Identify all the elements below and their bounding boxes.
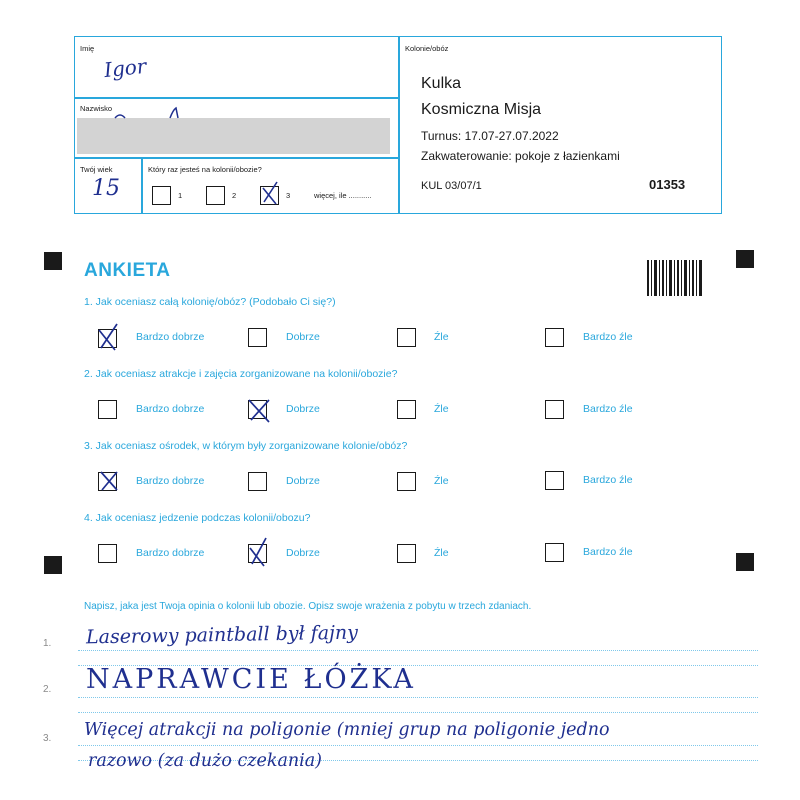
q4-checkbox-zle[interactable] xyxy=(397,544,416,563)
q3-option-bardzo-dobrze: Bardzo dobrze xyxy=(136,475,205,487)
q1-checkbox-dobrze[interactable] xyxy=(248,328,267,347)
line-number-2: 2. xyxy=(43,684,52,695)
answer-line-1 xyxy=(78,650,758,651)
answer-3-line-2[interactable]: razowo (za dużo czekania) xyxy=(88,751,323,771)
camp-code: KUL 03/07/1 xyxy=(421,180,482,192)
first-name-value[interactable]: Igor xyxy=(102,53,148,83)
q3-checkbox-dobrze[interactable] xyxy=(248,472,267,491)
answer-2[interactable]: NAPRAWCIE ŁÓŻKA xyxy=(86,664,416,695)
answer-line-3 xyxy=(78,745,758,746)
answer-3-line-1[interactable]: Więcej atrakcji na poligonie (mniej grup na poligonie jedno xyxy=(84,720,610,740)
q4-check-mark xyxy=(246,536,270,568)
times-checkbox-2[interactable] xyxy=(206,186,225,205)
q2-checkbox-bardzo-dobrze[interactable] xyxy=(98,400,117,419)
q4-option-zle: Źle xyxy=(434,547,449,559)
q2-option-bardzo-dobrze: Bardzo dobrze xyxy=(136,403,205,415)
q4-option-dobrze: Dobrze xyxy=(286,547,320,559)
registration-marker-bottom-right xyxy=(736,553,754,571)
q4-checkbox-bardzo-dobrze[interactable] xyxy=(98,544,117,563)
age-value[interactable]: 15 xyxy=(92,176,120,201)
answer-line-2b xyxy=(78,712,758,713)
line-number-1: 1. xyxy=(43,638,52,649)
survey-title: ANKIETA xyxy=(84,260,171,281)
opinion-prompt: Napisz, jaka jest Twoja opinia o kolonii lub obozie. Opisz swoje wrażenia z pobytu w trzech zdaniach. xyxy=(84,601,532,612)
age-label: Twój wiek xyxy=(80,165,113,174)
q4-checkbox-bardzo-zle[interactable] xyxy=(545,543,564,562)
q3-checkbox-bardzo-zle[interactable] xyxy=(545,471,564,490)
header-divider-1 xyxy=(74,97,399,99)
turnus: Turnus: 17.07-27.07.2022 xyxy=(421,129,559,143)
last-name-label: Nazwisko xyxy=(80,104,113,113)
q2-check-mark xyxy=(245,394,273,424)
q1-option-bardzo-zle: Bardzo źle xyxy=(583,331,633,343)
last-name-redaction xyxy=(77,118,390,154)
q2-option-dobrze: Dobrze xyxy=(286,403,320,415)
q1-option-bardzo-dobrze: Bardzo dobrze xyxy=(136,331,205,343)
header-divider-2 xyxy=(74,157,399,159)
camp-name: Kulka xyxy=(421,75,462,92)
q2-checkbox-zle[interactable] xyxy=(397,400,416,419)
question-2: 2. Jak oceniasz atrakcje i zajęcia zorganizowane na kolonii/obozie? xyxy=(84,368,398,380)
registration-marker-top-left xyxy=(44,252,62,270)
q3-checkbox-zle[interactable] xyxy=(397,472,416,491)
q1-checkbox-bardzo-zle[interactable] xyxy=(545,328,564,347)
times-more-label: więcej, ile ........... xyxy=(314,191,372,200)
times-check-mark-3 xyxy=(258,180,282,206)
answer-line-2 xyxy=(78,697,758,698)
accommodation: Zakwaterowanie: pokoje z łazienkami xyxy=(421,149,620,163)
answer-1[interactable]: Laserowy paintball był fajny xyxy=(85,621,359,649)
camp-label: Kolonie/obóz xyxy=(405,44,449,53)
question-4: 4. Jak oceniasz jedzenie podczas kolonii/obozu? xyxy=(84,512,311,524)
q1-option-zle: Źle xyxy=(434,331,449,343)
q2-option-zle: Źle xyxy=(434,403,449,415)
q4-option-bardzo-zle: Bardzo źle xyxy=(583,546,633,558)
header-divider-3 xyxy=(141,157,143,214)
q2-option-bardzo-zle: Bardzo źle xyxy=(583,403,633,415)
q3-check-mark xyxy=(97,468,121,494)
registration-marker-top-right xyxy=(736,250,754,268)
times-checkbox-1[interactable] xyxy=(152,186,171,205)
camp-program: Kosmiczna Misja xyxy=(421,101,542,118)
q3-option-dobrze: Dobrze xyxy=(286,475,320,487)
times-option-1: 1 xyxy=(178,191,183,200)
times-option-3: 3 xyxy=(286,191,291,200)
q1-checkbox-zle[interactable] xyxy=(397,328,416,347)
barcode xyxy=(647,260,703,296)
header-divider-vertical xyxy=(398,36,400,214)
times-option-2: 2 xyxy=(232,191,237,200)
last-name-handwriting-fragment xyxy=(110,106,190,120)
q1-option-dobrze: Dobrze xyxy=(286,331,320,343)
q1-check-mark xyxy=(95,322,121,352)
question-3: 3. Jak oceniasz ośrodek, w którym były zorganizowane kolonie/obóz? xyxy=(84,440,408,452)
line-number-3: 3. xyxy=(43,733,52,744)
q3-option-bardzo-zle: Bardzo źle xyxy=(583,474,633,486)
q2-checkbox-bardzo-zle[interactable] xyxy=(545,400,564,419)
times-label: Który raz jesteś na kolonii/obozie? xyxy=(148,165,262,174)
form-number: 01353 xyxy=(649,177,686,192)
question-1: 1. Jak oceniasz całą kolonię/obóz? (Podobało Ci się?) xyxy=(84,296,336,308)
q4-option-bardzo-dobrze: Bardzo dobrze xyxy=(136,547,205,559)
registration-marker-bottom-left xyxy=(44,556,62,574)
first-name-label: Imię xyxy=(80,44,95,53)
q3-option-zle: Źle xyxy=(434,475,449,487)
